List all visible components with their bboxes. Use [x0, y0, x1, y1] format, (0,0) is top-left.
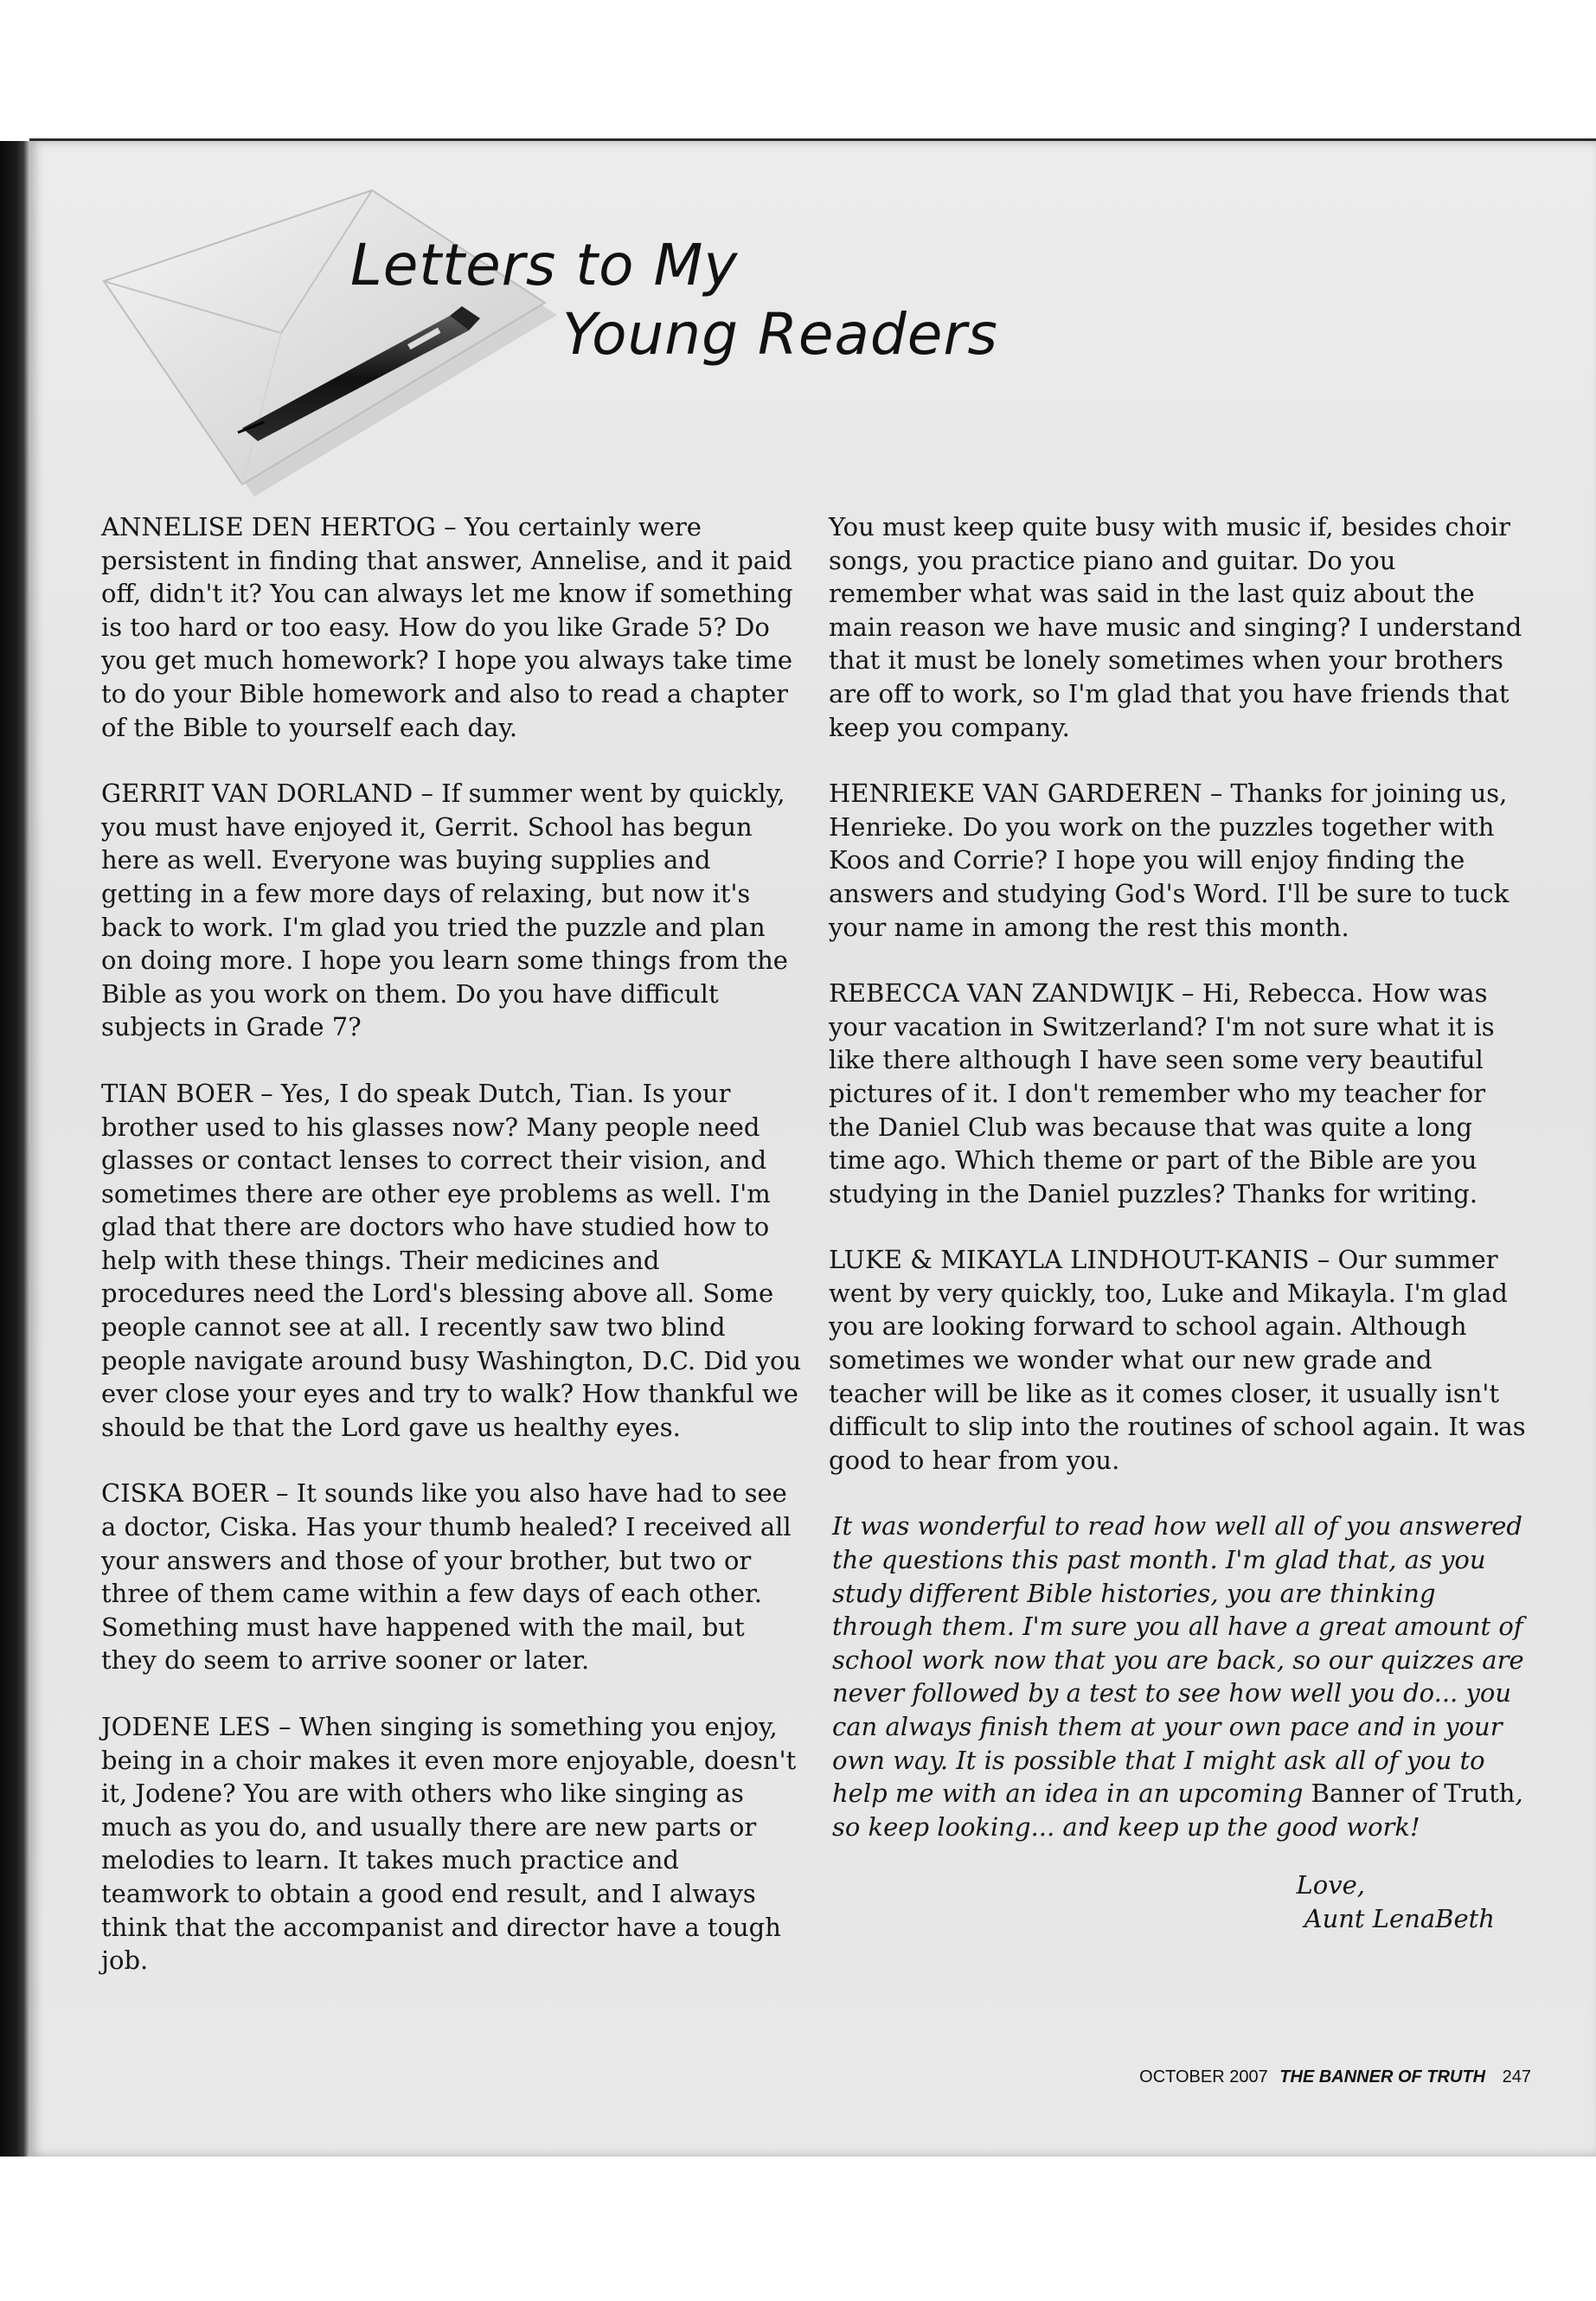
letter-entry: [829, 777, 1529, 944]
letter-entry: [829, 977, 1529, 1210]
separator: –: [435, 512, 465, 542]
reply-text: If summer went by quickly, you must have enjoyed it, Gerrit. School has begun here as well. Everyone was buying supplies and getting in a few more days of relaxing, but now it's back to work. I'm glad you tried the puzzle and plan on doing more. I hope you learn some things from the Bible as you work on them. Do you have difficult subjects in Grade 7?: [101, 779, 788, 1042]
reader-name: ANNELISE DEN HERTOG: [101, 512, 436, 542]
scan-border: [0, 141, 29, 2157]
closing-text-end: , so keep looking... and keep up the good work!: [832, 1779, 1523, 1842]
reply-text: Yes, I do speak Dutch, Tian. Is your brother used to his glasses now? Many people need glasses or contact lenses to correct their vision, and sometimes there are other eye problems as well. I'm glad that there are doctors who have studied how to help with these things. Their medicines and procedures need the Lord's blessing above all. Some people cannot see at all. I recently saw two blind people navigate around busy Washington, D.C. Did you ever close your eyes and try to walk? How thankful we should be that the Lord gave us healthy eyes.: [101, 1078, 802, 1442]
publication-title: Banner of Truth: [1311, 1779, 1516, 1809]
reader-name: TIAN BOER: [101, 1078, 253, 1108]
reply-text: It sounds like you also have had to see a doctor, Ciska. Has your thumb healed? I received all your answers and those of your brother, but two or three of them came within a few days of each other. Something must have happened with the mail, but they do seem to arrive sooner or later.: [101, 1478, 792, 1676]
reply-text: Hi, Rebecca. How was your vacation in Switzerland? I'm not sure what it is like there although I have seen some very beautiful pictures of it. I don't remember who my teacher for the Daniel Club was because that was quite a long time ago. Which theme or part of the Bible are you studying in the Daniel puzzles? Thanks for writing.: [829, 978, 1495, 1208]
page-title-line-2: Young Readers: [562, 301, 998, 368]
letter-entry: [101, 1710, 804, 1977]
closing-text: It was wonderful to read how well all of you answered the questions this past month. I'm glad that, as you study different Bible histories, you are thinking through them. I'm sure you all have a great amount of school work now that you are back, so our quizzes are never followed by a test to see how well you do... you can always finish them at your own pace and in your own way. It is possible that I might ask all of you to help me with an idea in an upcoming: [832, 1511, 1524, 1809]
left-column: [101, 510, 804, 2010]
letter-entry: [829, 1243, 1529, 1477]
reply-text: When singing is something you enjoy, being in a choir makes it even more enjoyable, doesn't it, Jodene? You are with others who like singing as much as you do, and usually there are new parts or melodies to learn. It takes much practice and teamwork to obtain a good end result, and I always think that the accompanist and director have a tough job.: [101, 1712, 797, 1976]
reader-name: HENRIEKE VAN GARDEREN: [829, 779, 1202, 809]
reply-text: Thanks for joining us, Henrieke. Do you work on the puzzles together with Koos and Corrie? I hope you will enjoy finding the answers and studying God's Word. I'll be sure to tuck your name in among the rest this month.: [829, 779, 1509, 942]
issue-date: OCTOBER 2007: [1139, 2067, 1268, 2086]
letter-continuation: You must keep quite busy with music if, besides choir songs, you practice piano and guitar. Do you remember what was said in the last quiz about the main reason we have music and singing? I understand that it must be lonely sometimes when your brothers are off to work, so I'm glad that you have friends that keep you company.: [829, 512, 1522, 742]
reader-name: REBECCA VAN ZANDWIJK: [829, 978, 1174, 1009]
signoff-love: Love,: [1296, 1870, 1365, 1900]
separator: –: [1309, 1245, 1338, 1275]
page-number: 247: [1502, 2067, 1531, 2086]
signoff: [829, 1868, 1529, 1935]
separator: –: [267, 1478, 297, 1509]
reply-text: Our summer went by very quickly, too, Luke and Mikayla. I'm glad you are looking forward to school again. Although sometimes we wonder what our new grade and teacher will be like as it comes closer, it usually isn't difficult to slip into the routines of school again. It was good to hear from you.: [829, 1245, 1526, 1475]
separator: –: [270, 1712, 299, 1741]
reader-name: JODENE LES: [101, 1712, 271, 1741]
page-title-line-1: Letters to My: [350, 232, 739, 298]
letter-entry: [101, 510, 804, 744]
reader-name: LUKE & MIKAYLA LINDHOUT-KANIS: [829, 1245, 1310, 1275]
separator: –: [252, 1078, 281, 1108]
separator: –: [413, 779, 442, 809]
closing-note: [829, 1509, 1529, 1843]
letter-entry: [101, 1077, 804, 1445]
letter-entry: [101, 777, 804, 1044]
separator: –: [1173, 978, 1202, 1009]
reader-name: GERRIT VAN DORLAND: [101, 779, 413, 809]
separator: –: [1202, 779, 1231, 809]
letter-entry: [101, 1477, 804, 1677]
reader-name: CISKA BOER: [101, 1478, 268, 1509]
signoff-name: Aunt LenaBeth: [1304, 1903, 1495, 1933]
reply-text: You certainly were persistent in finding that answer, Annelise, and it paid off, didn't it? You can always let me know if something is too hard or too easy. How do you like Grade 5? Do you get much homework? I hope you always take time to do your Bible homework and also to read a chapter of the Bible to yourself each day.: [101, 512, 793, 742]
right-column: [829, 510, 1529, 1936]
page-footer: [1139, 2067, 1531, 2087]
publication-name: THE BANNER OF TRUTH: [1279, 2067, 1486, 2086]
